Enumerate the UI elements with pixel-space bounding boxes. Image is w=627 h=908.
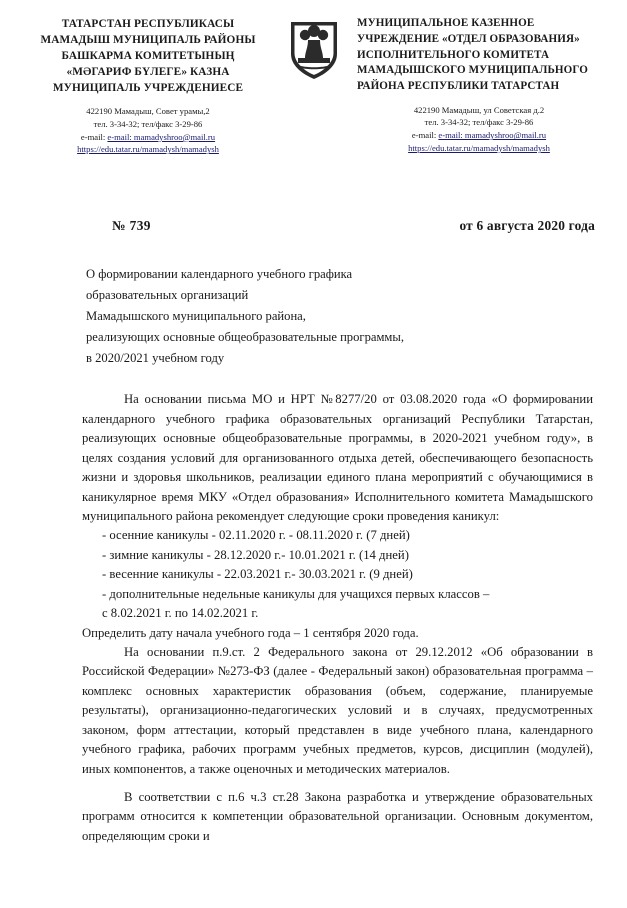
letterhead-left-title (26, 16, 270, 96)
body-paragraph-4: В соответствии с п.6 ч.3 ст.28 Закона разработка и утверждение образовательных программ относится к компетенции образовательной организации. Основным документом, определяющим сроки и (82, 789, 593, 843)
subject-line: образовательных организаций (86, 287, 249, 302)
body-paragraph-2: Определить дату начала учебного года – 1 сентября 2020 года. (82, 625, 419, 640)
letterhead-right-title-line: ИСПОЛНИТЕЛЬНОГО КОМИТЕТА (357, 48, 550, 61)
letterhead-right-title-line: МУНИЦИПАЛЬНОЕ КАЗЕННОЕ (357, 17, 535, 29)
document-body (26, 390, 601, 846)
address-line: 422190 Мамадыш, ул Советская д.2 (413, 104, 545, 115)
letterhead-left-contacts (26, 105, 270, 156)
list-item: - зимние каникулы - 28.12.2020 г.- 10.01.2021 г. (14 дней) (102, 547, 409, 562)
email-line: e-mail: e-mail: mamadyshroo@mail.ru (411, 130, 547, 141)
letterhead-left-title-line: ТАТАРСТАН РЕСПУБЛИКАСЫ (61, 18, 235, 30)
letterhead-right-contacts (357, 104, 601, 155)
email-line: e-mail: e-mail: mamadyshroo@mail.ru (80, 131, 216, 142)
body-paragraph-1: На основании письма МО и НРТ №8277/20 от 03.08.2020 года «О формировании календарного учебного графика образовательных организаций Республики Татарстан, реализующих основные общеобразовательные программы, в 2020-2021 учебном году», в целях создания условий для организованного отдыха детей, обеспечивающего безопасность жизни и здоровья школьников, реализации единого плана мероприятий с обучающимися в каникулярное время МКУ «Отдел образования» Исполнительного комитета Мамадышского муниципального района рекомендует следующие сроки проведения каникул: (82, 392, 593, 524)
phone-line: тел. 3-34-32; тел/факс 3-29-86 (424, 117, 534, 128)
letterhead-right-title-line: МАМАДЫШСКОГО МУНИЦИПАЛЬНОГО (357, 64, 589, 77)
list-item: - весенние каникулы - 22.03.2021 г.- 30.03.2021 г. (9 дней) (102, 567, 413, 582)
list-item: - осенние каникулы - 02.11.2020 г. - 08.11.2020 г. (7 дней) (102, 528, 410, 543)
letterhead-left-title-line: МУНИЦИПАЛЬ УЧРЕЖДЕНИЕСЕ (52, 82, 244, 95)
list-item: - дополнительные недельные каникулы для учащихся первых классов – (102, 586, 490, 601)
subject-line: Мамадышского муниципального района, (86, 308, 306, 323)
vacation-dates-list (82, 526, 593, 604)
letterhead-right-title (357, 16, 601, 95)
email-link[interactable]: e-mail: mamadyshroo@mail.ru (107, 131, 216, 142)
letterhead-right (357, 16, 601, 155)
website-link[interactable]: https://edu.tatar.ru/mamadysh/mamadysh (408, 142, 550, 153)
coat-of-arms-emblem (285, 18, 343, 82)
list-continuation: с 8.02.2021 г. по 14.02.2021 г. (102, 606, 259, 621)
letterhead-right-title-line: УЧРЕЖДЕНИЕ «ОТДЕЛ ОБРАЗОВАНИЯ» (357, 32, 580, 45)
emblem-container (283, 16, 345, 82)
letterhead-left-title-line: БАШКАРМА КОМИТЕТЫНЫҢ (61, 50, 235, 63)
letterhead-left (26, 16, 270, 156)
document-date: от 6 августа 2020 года (459, 218, 595, 234)
subject-line: О формировании календарного учебного графика (86, 267, 353, 282)
subject-line: реализующих основные общеобразовательные программы, (86, 329, 405, 344)
email-link[interactable]: e-mail: mamadyshroo@mail.ru (438, 130, 547, 141)
letterhead-left-title-line: «МӘГАРИФ БҮЛЕГЕ» КАЗНА (66, 66, 230, 79)
letterhead-left-title-line: МАМАДЫШ МУНИЦИПАЛЬ РАЙОНЫ (40, 34, 256, 47)
phone-line: тел. 3-34-32; тел/факс 3-29-86 (93, 118, 203, 129)
document-meta (26, 218, 601, 234)
address-line: 422190 Мамадыш, Совет урамы,2 (86, 106, 210, 117)
subject-line: в 2020/2021 учебном году (86, 350, 225, 365)
letterhead-right-title-line: РАЙОНА РЕСПУБЛИКИ ТАТАРСТАН (357, 80, 560, 92)
body-paragraph-3: На основании п.9.ст. 2 Федерального закона от 29.12.2012 «Об образовании в Российской Федерации» №273-ФЗ (далее - Федеральный закон) образовательная программа – комплекс основных характеристик образования (объем, содержание, планируемые результаты), организационно-педагогических условий и в случаях, предусмотренных законом, форм аттестации, который представлен в виде учебного плана, календарного учебного графика, рабочих программ учебных предметов, курсов, дисциплин (модулей), иных компонентов, а также оценочных и методических материалов. (82, 644, 593, 776)
paragraph-gap (82, 779, 593, 788)
document-subject (86, 264, 601, 368)
document-number: № 739 (112, 218, 151, 234)
letterhead (26, 10, 601, 156)
website-link[interactable]: https://edu.tatar.ru/mamadysh/mamadysh (77, 144, 219, 155)
